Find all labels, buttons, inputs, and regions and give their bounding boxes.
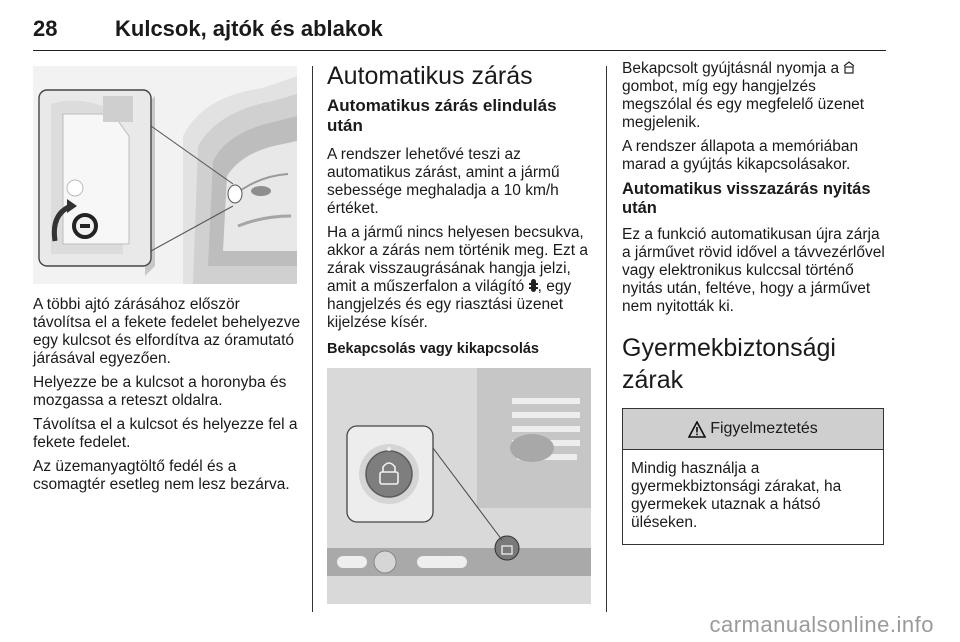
section-subheading: Automatikus visszazárás nyitás után — [622, 180, 871, 217]
dashboard-drawing — [327, 368, 591, 604]
warning-body — [623, 450, 883, 544]
body-paragraph: A rendszer állapota a memóriában marad a gyújtás kikapcsolásakor. — [622, 138, 859, 173]
body-text: Ha a jármű nincs helyesen becsukva, akkor a zárás nem történik meg. Ezt a zárak visszaugrásának hangja jelzi, amit a műszerfalon a világító — [327, 224, 589, 295]
body-text: Bekapcsolt gyújtásnál nyomja a — [622, 60, 840, 77]
column-middle — [327, 60, 593, 604]
instruction-paragraph: Az üzemanyagtöltő fedél és a csomagtér esetleg nem lesz bezárva. — [33, 458, 290, 493]
section-subheading: Automatikus zárás elindulás után — [327, 96, 557, 135]
watermark: carmanualsonline.info — [709, 612, 934, 637]
door-lock-icon — [843, 61, 855, 74]
section-heading: Gyermekbiztonsági zárak — [622, 334, 836, 394]
column-left — [33, 60, 301, 500]
car-lock-indicator-icon — [529, 279, 538, 292]
section-heading: Automatikus zárás — [327, 62, 533, 90]
warning-box — [622, 408, 884, 545]
column-right — [622, 60, 888, 545]
instruction-paragraph: Helyezze be a kulcsot a horonyba és mozgassa a reteszt oldalra. — [33, 374, 287, 409]
warning-title: Figyelmeztetés — [710, 420, 818, 437]
body-paragraph: Ez a funkció automatikusan újra zárja a járművet rövid idővel a távvezérlővel vagy elektronikus kulccsal történő nyitás után, feltéve, hogy a járművet nem nyitották ki. — [622, 226, 885, 315]
lock-button-illustration — [327, 368, 591, 604]
column-divider-2 — [606, 66, 607, 612]
instruction-paragraph: A többi ajtó zárásához először távolítsa el a fekete fedelet behelyezve egy kulcsot és elfordítva az óramutató járásával egyezően. — [33, 296, 301, 367]
warning-header — [623, 409, 883, 450]
door-latch-illustration — [33, 66, 297, 284]
body-paragraph — [622, 60, 888, 132]
page-number: 28 — [33, 16, 58, 41]
chapter-title: Kulcsok, ajtók és ablakok — [115, 16, 383, 41]
door-latch-drawing — [33, 66, 297, 284]
body-paragraph: A rendszer lehetővé teszi az automatikus zárást, amint a jármű sebessége meghaladja a 10 km/h értéket. — [327, 146, 560, 217]
section-subheading: Bekapcsolás vagy kikapcsolás — [327, 341, 539, 357]
body-text: gombot, míg egy hangjelzés megszólal és egy megfelelő üzenet megjelenik. — [622, 78, 865, 131]
warning-triangle-icon — [688, 421, 706, 438]
warning-text: Mindig használja a gyermekbiztonsági zárakat, ha gyermekek utaznak a hátsó üléseken. — [631, 460, 842, 531]
body-text: , egy hangjelzés és egy riasztási üzenet kijelzése kísér. — [327, 278, 572, 331]
page-header — [33, 12, 886, 51]
column-divider-1 — [312, 66, 313, 612]
instruction-paragraph: Távolítsa el a kulcsot és helyezze fel a fekete fedelet. — [33, 416, 298, 451]
body-paragraph — [327, 224, 593, 332]
